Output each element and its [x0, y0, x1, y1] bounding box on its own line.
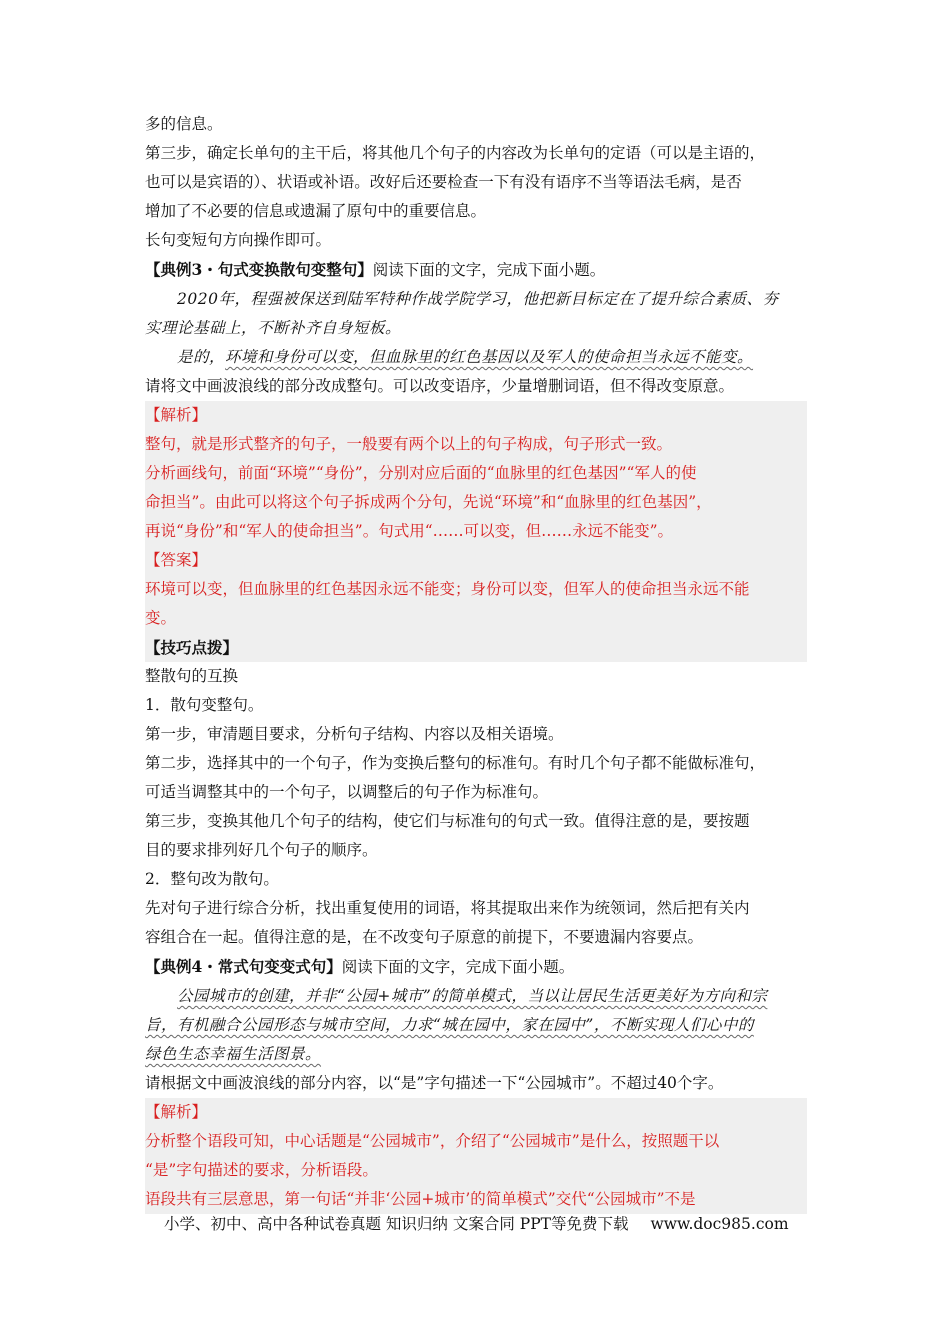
tips-label: 【技巧点拨】 [145, 638, 239, 657]
example3-question: 请将文中画波浪线的部分改成整句。可以改变语序，少量增删词语，但不得改变原意。 [145, 377, 735, 395]
example4-instruction: 阅读下面的文字，完成下面小题。 [341, 958, 575, 976]
text-line: 多的信息。 [145, 115, 223, 133]
tips-line: 目的要求排列好几个句子的顺序。 [145, 841, 378, 859]
example4-heading-line [145, 952, 807, 982]
footer-text: 小学、初中、高中各种试卷真题 知识归纳 文案合同 PPT等免费下载 [164, 1215, 629, 1233]
example4-passage-line: 旨，有机融合公园形态与城市空间，力求“城在园中，家在园中”，不断实现人们心中的 [145, 1016, 754, 1034]
tips-line: 第三步，变换其他几个句子的结构，使它们与标准句的句式一致。值得注意的是，要按题 [145, 812, 750, 830]
tips-line: 容组合在一起。值得注意的是，在不改变句子原意的前提下，不要遗漏内容要点。 [145, 928, 704, 946]
footer-url[interactable]: www.doc985.com [650, 1215, 789, 1233]
answer-line: 环境可以变，但血脉里的红色基因永远不能变；身份可以变，但军人的使命担当永远不能 [145, 580, 750, 598]
text-line: 第三步，确定长单句的主干后，将其他几个句子的内容改为长单句的定语（可以是主语的， [145, 144, 766, 162]
analysis-line: 再说“身份”和“军人的使命担当”。句式用“……可以变，但……永远不能变”。 [145, 522, 674, 540]
text-line: 长句变短句方向操作即可。 [145, 231, 332, 249]
tips-line: 先对句子进行综合分析，找出重复使用的词语，将其提取出来作为统领词，然后把有关内 [145, 899, 750, 917]
analysis-line: 语段共有三层意思，第一句话“并非‘公园+城市’的简单模式”交代“公园城市”不是 [145, 1190, 696, 1208]
document-body [145, 110, 807, 1214]
answer-line: 变。 [145, 609, 177, 627]
example3-passage-line: 2020年，程强被保送到陆军特种作战学院学习，他把新目标定在了提升综合素质、夯 [177, 290, 779, 308]
answer-label: 【答案】 [145, 551, 208, 569]
analysis-line: “是”字句描述的要求，分析语段。 [145, 1161, 378, 1179]
analysis-line: 命担当”。由此可以将这个句子拆成两个分句，先说“环境”和“血脉里的红色基因”， [145, 493, 712, 511]
tips-line: 可适当调整其中的一个句子，以调整后的句子作为标准句。 [145, 783, 549, 801]
example3-instruction: 阅读下面的文字，完成下面小题。 [372, 261, 606, 279]
analysis-line: 整句，就是形式整齐的句子，一般要有两个以上的句子构成，句子形式一致。 [145, 435, 673, 453]
example3-solution-box [145, 401, 807, 662]
wavy-underlined-sentence: 环境和身份可以变，但血脉里的红色基因以及军人的使命担当永远不能变。 [225, 348, 754, 366]
text-line: 也可以是宾语的）、状语或补语。改好后还要检查一下有没有语序不当等语法毛病，是否 [145, 173, 742, 191]
example4-question: 请根据文中画波浪线的部分内容，以“是”字句描述一下“公园城市”。不超过40个字。 [145, 1074, 724, 1092]
example3-heading-line [145, 255, 807, 285]
analysis-line: 分析整个语段可知，中心话题是“公园城市”，介绍了“公园城市”是什么，按照题干以 [145, 1132, 720, 1150]
example4-passage-line: 公园城市的创建，并非“公园+城市”的简单模式，当以让居民生活更美好为方向和宗 [177, 987, 768, 1005]
wavy-underlined-sentence: 绿色生态幸福生活图景。 [145, 1045, 322, 1063]
example4-passage-line [145, 1040, 807, 1069]
tips-line: 第二步，选择其中的一个句子，作为变换后整句的标准句。有时几个句子都不能做标准句， [145, 754, 766, 772]
tips-line: 2．整句改为散句。 [145, 870, 279, 888]
example4-heading: 【典例4・常式句变变式句】 [145, 957, 342, 976]
analysis-label: 【解析】 [145, 406, 208, 424]
tips-line: 1．散句变整句。 [145, 696, 264, 714]
page-footer [164, 1212, 789, 1234]
analysis-label: 【解析】 [145, 1103, 208, 1121]
example3-passage-line [145, 343, 807, 372]
tips-line: 整散句的互换 [145, 667, 239, 685]
example3-passage-line: 实理论基础上，不断补齐自身短板。 [145, 319, 402, 337]
example3-heading: 【典例3・句式变换散句变整句】 [145, 260, 373, 279]
example4-solution-box [145, 1098, 807, 1214]
tips-line: 第一步，审清题目要求，分析句子结构、内容以及相关语境。 [145, 725, 564, 743]
passage-plain-text: 是的， [177, 348, 226, 366]
text-line: 增加了不必要的信息或遗漏了原句中的重要信息。 [145, 202, 487, 220]
analysis-line: 分析画线句，前面“环境”“身份”，分别对应后面的“血脉里的红色基因”“军人的使 [145, 464, 697, 482]
